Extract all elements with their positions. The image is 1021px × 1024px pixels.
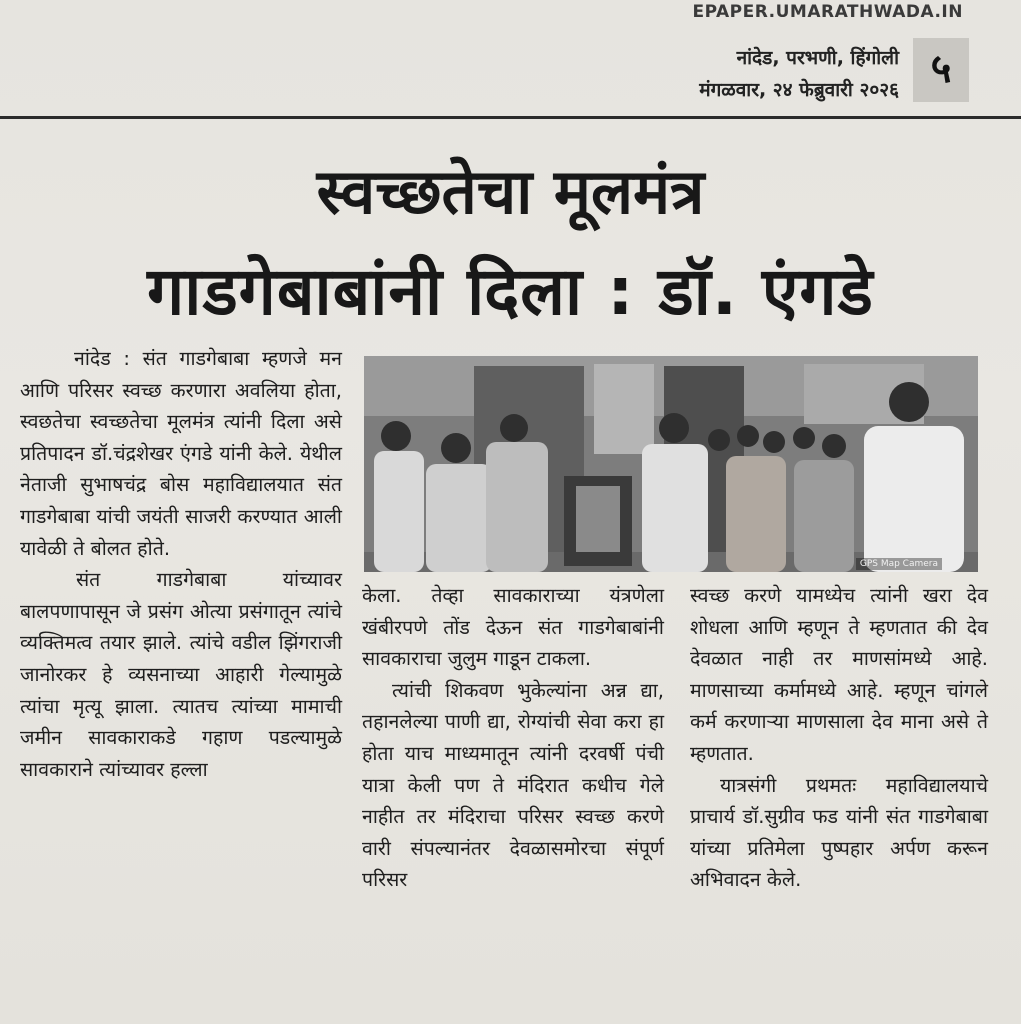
- article-paragraph: स्वच्छ करणे यामध्येच त्यांनी खरा देव शोधला आणि म्हणून ते म्हणतात की देव देवळात नाही तर माणसांमध्ये आहे. माणसाच्या कर्मामध्ये आहे. म्हणून चांगले कर्म करणाऱ्या माणसाला देव माना असे ते म्हणतात.: [690, 584, 988, 765]
- page-number-box: [913, 38, 969, 102]
- dateline: [699, 42, 899, 106]
- gps-camera-watermark: GPS Map Camera: [856, 558, 942, 570]
- issue-date: मंगळवार, २४ फेब्रुवारी २०२६: [699, 79, 899, 101]
- article-column-1: [20, 343, 342, 785]
- article-paragraph: यात्रसंगी प्रथमतः महाविद्यालयाचे प्राचार्य डॉ.सुग्रीव फड यांनी संत गाडगेबाबा यांच्या प्रतिमेला पुष्पहार अर्पण करून अभिवादन केले.: [690, 773, 988, 892]
- event-photo: [364, 356, 978, 572]
- page-number: ५: [930, 46, 952, 92]
- event-photo-image: [364, 356, 978, 572]
- edition-cities: नांदेड, परभणी, हिंगोली: [736, 47, 899, 69]
- article-paragraph: संत गाडगेबाबा यांच्यावर बालपणापासून जे प्रसंग ओत्या प्रसंगातून त्यांचे व्यक्तिमत्व तयार झाले. त्यांचे वडील झिंगराजी जानोरकर हे व्यसनाच्या आहारी गेल्यामुळे त्यांचा मृत्यू झाला. त्यातच त्यांच्या मामाची जमीन सावकाराकडे गहाण पडल्यामुळे सावकाराने त्यांच्यावर हल्ला: [20, 568, 342, 781]
- article-column-2: [362, 580, 664, 896]
- headline-line-1: स्वच्छतेचा मूलमंत्र: [316, 155, 705, 228]
- article-paragraph: केला. तेव्हा सावकाराच्या यंत्रणेला खंबीरपणे तोंड देऊन संत गाडगेबाबांनी सावकाराचा जुलुम गाडून टाकला.: [362, 584, 664, 671]
- headline-line-2: गाडगेबाबांनी दिला : डॉ. एंगडे: [147, 253, 874, 330]
- article-paragraph: त्यांची शिकवण भुकेल्यांना अन्न द्या, तहानलेल्या पाणी द्या, रोग्यांची सेवा करा हा होता याच माध्यमातून त्यांनी दरवर्षी पंची यात्रा केली पण ते मंदिरात कधीच गेले नाहीत तर मंदिराचा परिसर स्वच्छ करणे वारी संपल्यानंतर देवळासमोरचा संपूर्ण परिसर: [362, 678, 664, 892]
- article-column-3: [690, 580, 988, 896]
- article-paragraph: नांदेड : संत गाडगेबाबा म्हणजे मन आणि परिसर स्वच्छ करणारा अवलिया होता, स्वछतेचा स्वच्छतेचा मूलमंत्र त्यांनी दिला असे प्रतिपादन डॉ.चंद्रशेखर एंगडे यांनी केले. येथील नेताजी सुभाषचंद्र बोस महाविद्यालयात संत गाडगेबाबा यांची जयंती साजरी करण्यात आली यावेळी ते बोलत होते.: [20, 347, 342, 560]
- header-divider: [0, 116, 1021, 119]
- epaper-site-url: EPAPER.UMARATHWADA.IN: [692, 2, 963, 22]
